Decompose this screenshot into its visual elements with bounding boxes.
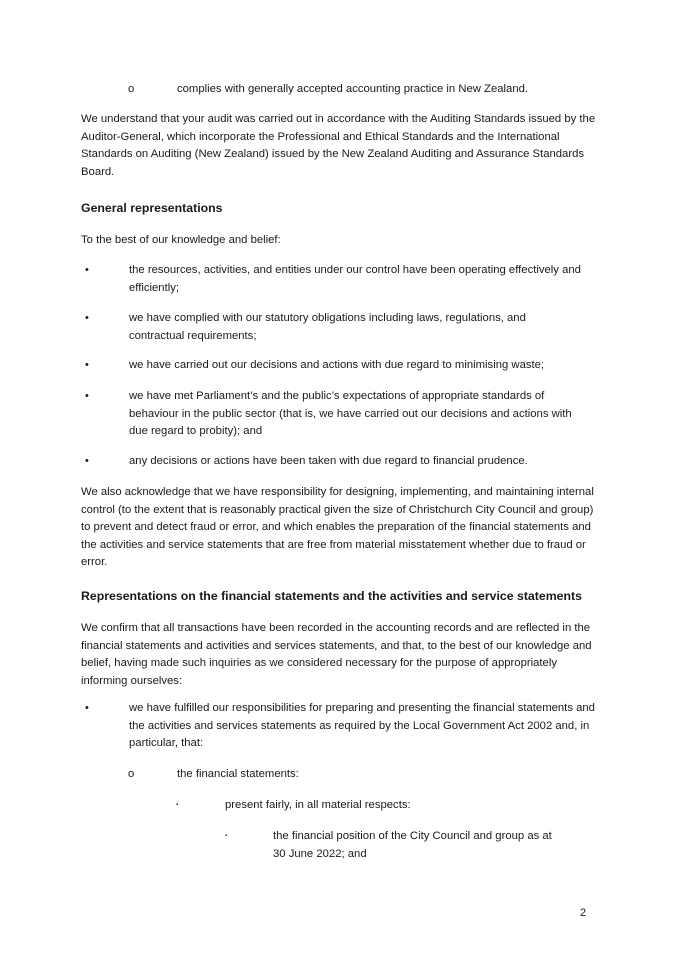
list-item-text: the resources, activities, and entities under our control have been operating effectively and efficiently; xyxy=(129,264,581,294)
bullet-icon: • xyxy=(85,702,89,714)
bullet-icon: • xyxy=(85,264,89,276)
paragraph-confirm: We confirm that all transactions have been recorded in the accounting records and are reflected in the financial statements and activities and services statements, and that, to the best of our knowledge and belief, having made such inquiries as we considered necessary for the purpose of appropriately informing ourselves: xyxy=(81,622,592,687)
list-item-text: any decisions or actions have been taken with due regard to financial prudence. xyxy=(129,455,528,467)
paragraph-best-knowledge: To the best of our knowledge and belief: xyxy=(81,234,281,246)
list-item-text: the financial statements: xyxy=(177,768,299,780)
list-item-text: complies with generally accepted accounting practice in New Zealand. xyxy=(177,83,529,95)
bullet-icon: • xyxy=(85,455,89,467)
circle-bullet-icon: o xyxy=(128,83,135,95)
bullet-icon: • xyxy=(85,312,89,324)
paragraph-audit: We understand that your audit was carried out in accordance with the Auditing Standards issued by the Auditor-General, which incorporate the Professional and Ethical Standards and the International Standards on Auditing (New Zealand) issued by the New Zealand Auditing and Assurance Standards Board. xyxy=(81,113,596,178)
list-item-text: present fairly, in all material respects: xyxy=(225,799,411,811)
list-item-text: the financial position of the City Council and group as at 30 June 2022; and xyxy=(273,830,552,860)
square-bullet-icon: ▪ xyxy=(176,802,179,808)
page-number: 2 xyxy=(580,907,587,919)
square-bullet-icon: ▪ xyxy=(225,833,228,839)
list-item-text: we have met Parliament’s and the public’s expectations of appropriate standards of behaviour in the public sector (that is, we have carried out our decisions and actions with due regard to probity); and xyxy=(129,390,572,437)
list-item-text: we have complied with our statutory obligations including laws, regulations, and contractual requirements; xyxy=(129,312,526,342)
list-item-text: we have fulfilled our responsibilities for preparing and presenting the financial statements and the activities and services statements as required by the Local Government Act 2002 and, in particular, that: xyxy=(129,702,595,749)
heading-financial-representations: Representations on the financial statements and the activities and service statements xyxy=(81,589,582,603)
circle-bullet-icon: o xyxy=(128,768,135,780)
paragraph-acknowledge: We also acknowledge that we have responsibility for designing, implementing, and maintaining internal control (to the extent that is reasonably practical given the size of Christchurch City Council and group) to prevent and detect fraud or error, and which enables the preparation of the financial statements and the activities and service statements that are free from material misstatement whether due to fraud or error. xyxy=(81,486,594,568)
list-item-text: we have carried out our decisions and actions with due regard to minimising waste; xyxy=(129,359,545,371)
bullet-icon: • xyxy=(85,390,89,402)
bullet-icon: • xyxy=(85,359,89,371)
heading-general-representations: General representations xyxy=(81,201,223,215)
